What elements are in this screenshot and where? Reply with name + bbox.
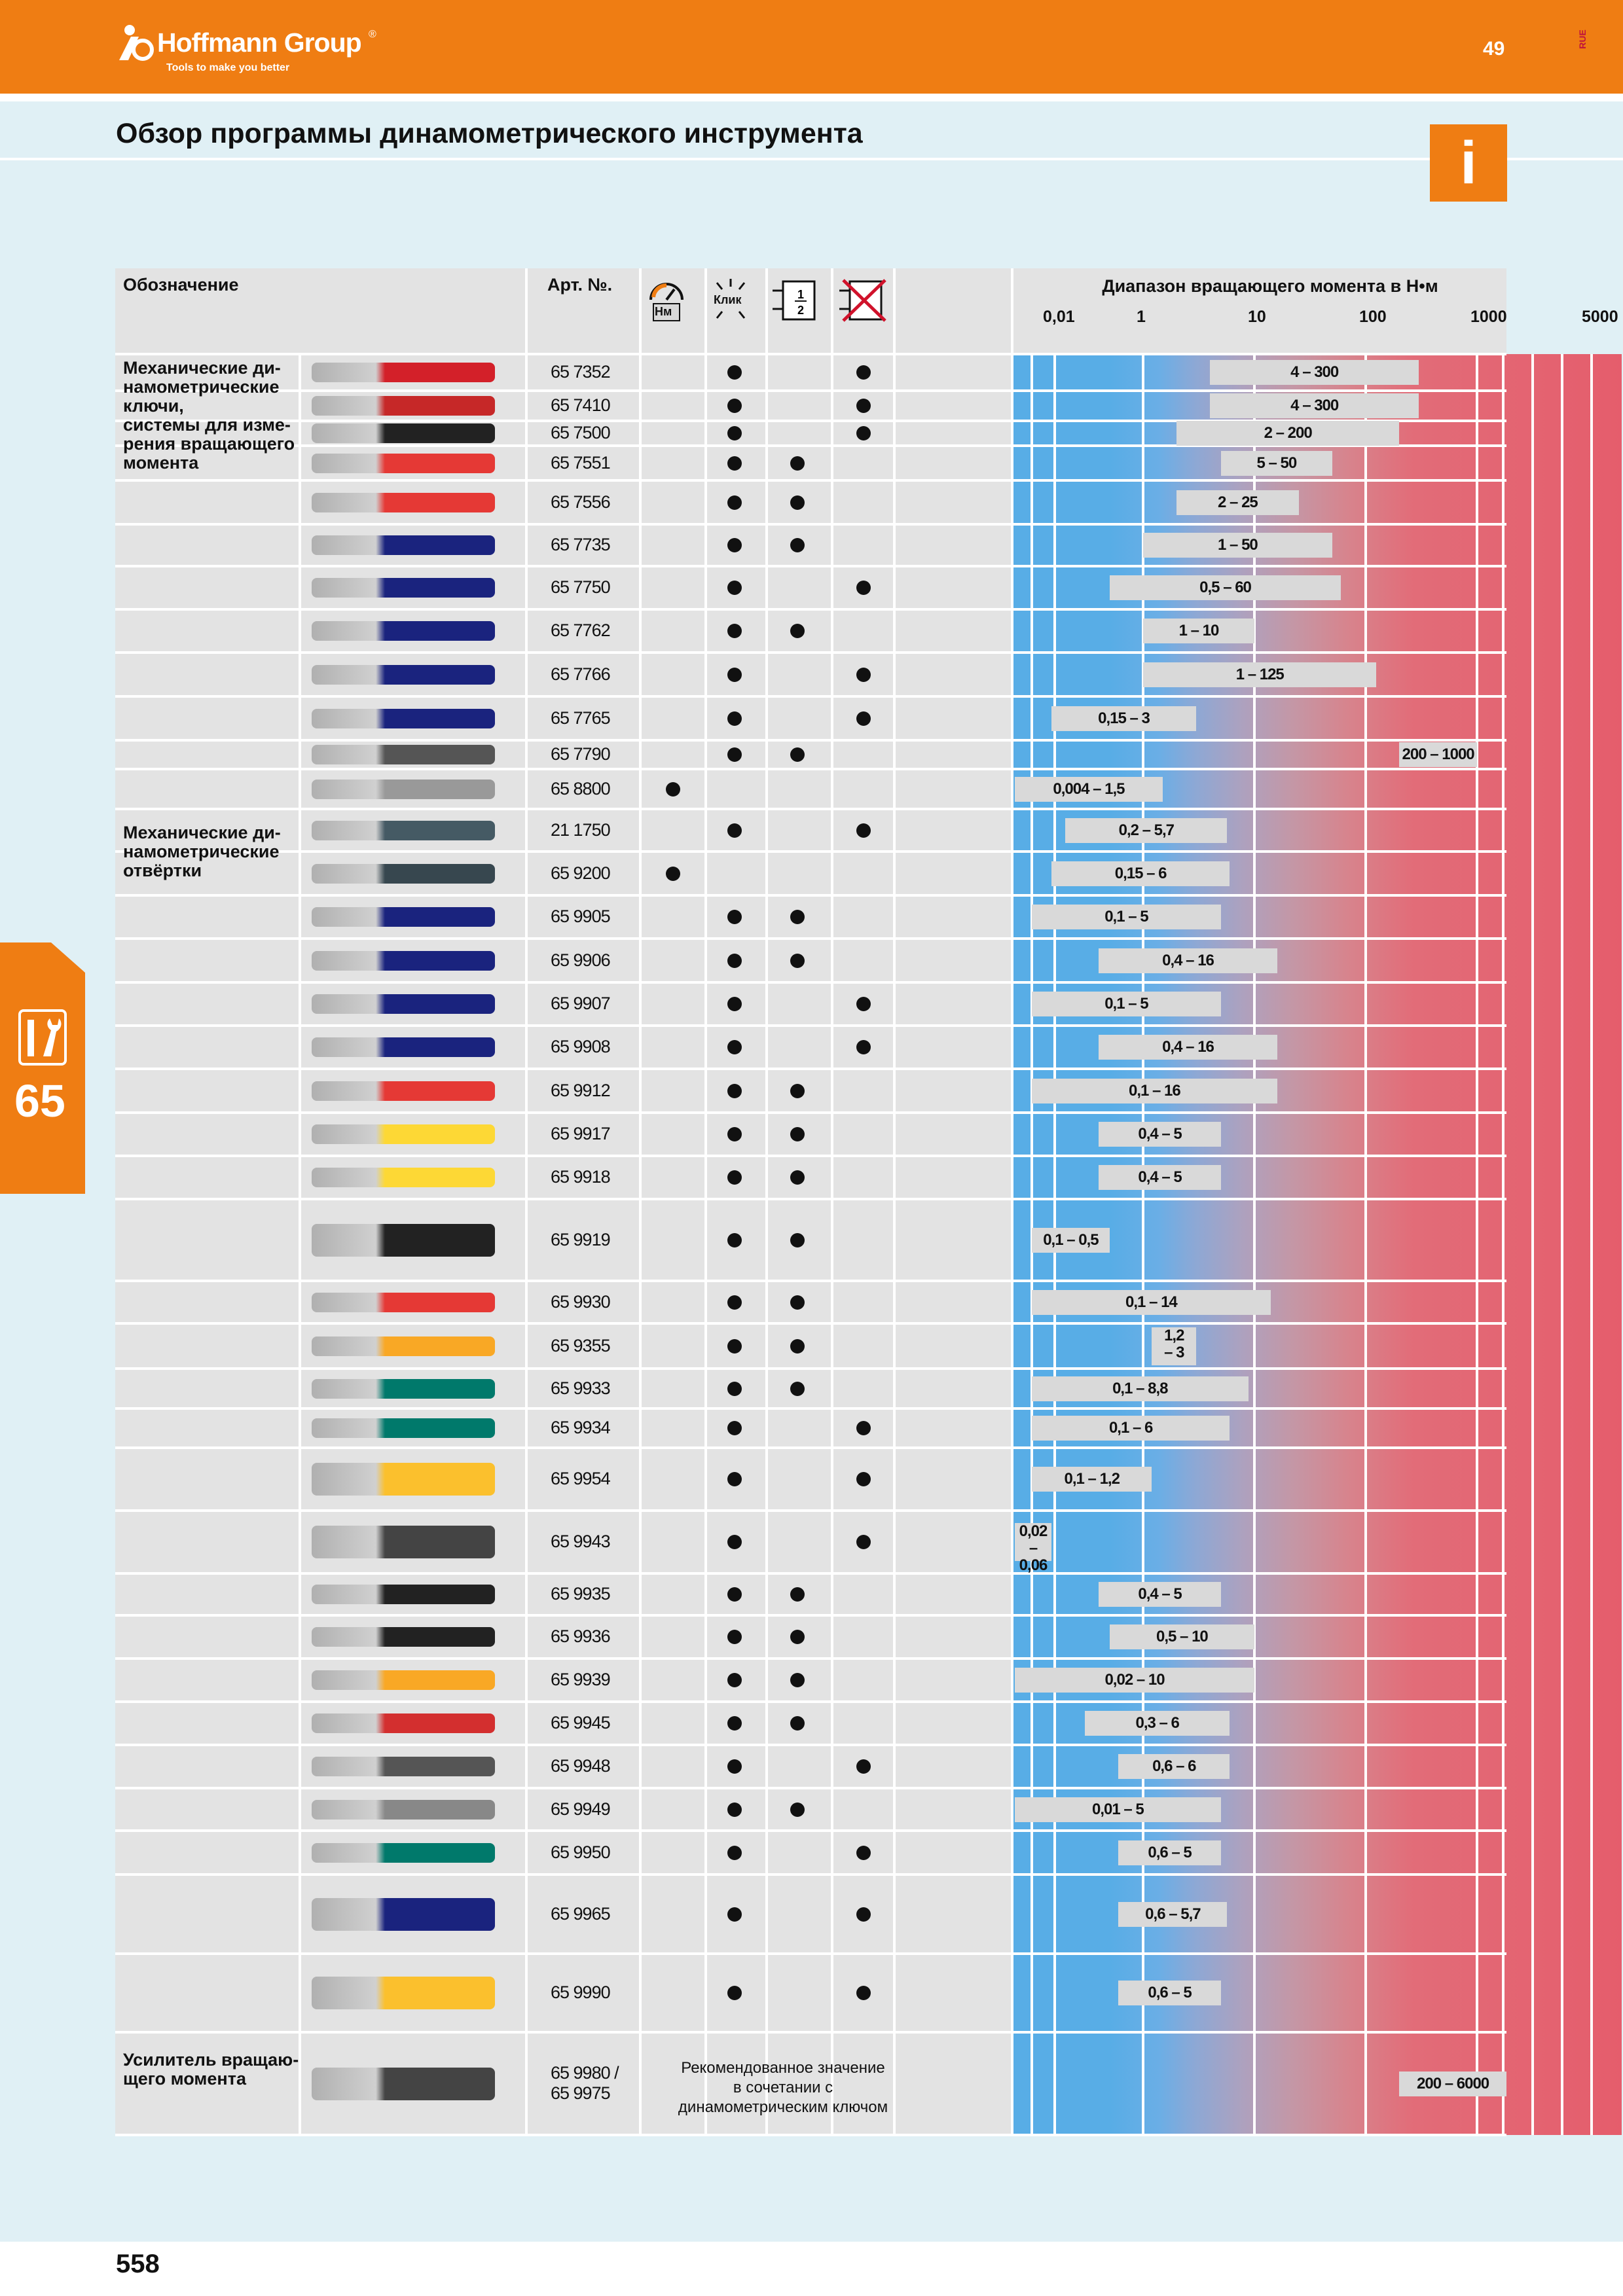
brand-tagline: Tools to make you better: [166, 62, 290, 73]
feature-dot-click: [727, 1535, 742, 1549]
tool-image: [312, 1168, 495, 1187]
feature-dot-frac: [790, 1630, 805, 1644]
torque-range-bar: 0,01 – 5: [1015, 1797, 1221, 1822]
tool-image: [312, 363, 495, 382]
feature-dot-cross: [856, 581, 871, 595]
feature-dot-nm: [666, 867, 680, 881]
torque-range-bar: 4 – 300: [1210, 393, 1419, 418]
tool-image: [312, 454, 495, 473]
article-number: 65 9933: [551, 1378, 610, 1398]
svg-text:2: 2: [797, 304, 805, 317]
feature-dot-click: [727, 1170, 742, 1185]
feature-dot-click: [727, 1803, 742, 1817]
row-divider: [115, 1407, 1506, 1410]
feature-dot-frac: [790, 456, 805, 471]
column-divider: [639, 268, 642, 2135]
wrench-screwdriver-icon: [17, 1008, 68, 1067]
article-number: 65 9990: [551, 1982, 610, 2002]
feature-dot-cross: [856, 711, 871, 726]
tool-image: [312, 1124, 495, 1144]
article-number: 65 9908: [551, 1037, 610, 1056]
feature-dot-frac: [790, 1587, 805, 1602]
torque-range-bar: 0,1 – 0,5: [1032, 1228, 1110, 1253]
tool-image: [312, 1336, 495, 1356]
feature-dot-click: [727, 1233, 742, 1247]
article-number: 65 7556: [551, 492, 610, 512]
torque-range-bar: 0,02 – 0,06: [1015, 1523, 1051, 1561]
row-divider: [115, 1657, 1506, 1660]
row-divider: [115, 608, 1506, 611]
feature-dot-frac: [790, 1716, 805, 1731]
col-header-article: Арт. №.: [547, 275, 613, 295]
feature-dot-click: [727, 1040, 742, 1054]
feature-dot-cross: [856, 1040, 871, 1054]
feature-dot-cross: [856, 823, 871, 838]
torque-range-bar: 0,1 – 16: [1032, 1079, 1277, 1103]
feature-dot-cross: [856, 1846, 871, 1860]
tool-image: [312, 1800, 495, 1820]
feature-dot-frac: [790, 1233, 805, 1247]
range-column-title: Диапазон вращающего момента в Н•м: [1102, 276, 1438, 296]
article-number: 65 9912: [551, 1080, 610, 1100]
feature-dot-frac: [790, 954, 805, 968]
svg-text:1: 1: [797, 288, 805, 301]
column-divider: [1011, 268, 1013, 2135]
article-number: 21 1750: [551, 819, 610, 840]
torque-range-bar: 0,02 – 10: [1015, 1668, 1254, 1693]
tool-image: [312, 709, 495, 728]
tool-image: [312, 1843, 495, 1863]
torque-range-bar: 0,6 – 5: [1118, 1981, 1221, 2005]
article-number: 65 7735: [551, 535, 610, 554]
feature-dot-frac: [790, 495, 805, 510]
torque-range-bar: 0,4 – 16: [1099, 1035, 1277, 1060]
article-number: 65 9906: [551, 950, 610, 970]
row-divider: [115, 565, 1506, 567]
row-divider: [115, 1614, 1506, 1617]
page-number: 558: [116, 2250, 160, 2278]
tool-image: [312, 1037, 495, 1057]
row-divider: [115, 1446, 1506, 1449]
brand-registered-mark: ®: [369, 29, 376, 40]
booster-note: Рекомендованное значение в сочетании с динамометрическим ключом: [678, 2059, 888, 2116]
torque-range-bar: 200 – 6000: [1399, 2072, 1506, 2096]
torque-range-bar: 0,1 – 8,8: [1032, 1376, 1249, 1401]
article-number: 65 9936: [551, 1626, 610, 1646]
torque-range-bar: 1 – 10: [1143, 619, 1254, 643]
row-divider: [115, 1024, 1506, 1027]
torque-range-bar: 0,004 – 1,5: [1015, 777, 1163, 802]
feature-dot-frac: [790, 910, 805, 924]
torque-range-bar: 0,4 – 5: [1099, 1582, 1220, 1607]
feature-dot-click: [727, 1472, 742, 1486]
feature-dot-click: [727, 365, 742, 380]
article-number: 65 8800: [551, 778, 610, 798]
row-divider: [115, 1198, 1506, 1200]
tool-image: [312, 1585, 495, 1604]
row-divider: [115, 850, 1506, 853]
torque-range-bar: 1 – 125: [1143, 662, 1376, 687]
scale-fraction-icon: [770, 278, 822, 323]
torque-range-bar: 0,5 – 60: [1110, 575, 1341, 600]
col-header-designation: Обозначение: [123, 275, 239, 295]
tool-image: [312, 535, 495, 555]
scale-tick-label: 5000: [1582, 308, 1618, 326]
tool-image: [312, 1898, 495, 1931]
article-number: 65 7766: [551, 664, 610, 684]
torque-range-bar: 2 – 25: [1176, 490, 1298, 515]
torque-range-bar: 0,4 – 5: [1099, 1122, 1220, 1147]
feature-dot-frac: [790, 747, 805, 762]
row-divider: [115, 1700, 1506, 1703]
article-number: 65 9954: [551, 1469, 610, 1488]
feature-dot-frac: [790, 1295, 805, 1310]
column-divider: [831, 268, 833, 2135]
torque-range-bar: 0,6 – 5,7: [1118, 1902, 1227, 1927]
row-divider: [115, 1744, 1506, 1746]
feature-dot-click: [727, 1716, 742, 1731]
row-divider: [115, 808, 1506, 810]
feature-dot-cross: [856, 1986, 871, 2000]
tool-image: [312, 578, 495, 598]
torque-range-bar: 0,2 – 5,7: [1065, 818, 1227, 843]
chart-gridline: [1502, 354, 1504, 2135]
feature-dot-click: [727, 624, 742, 638]
feature-dot-cross: [856, 1759, 871, 1774]
row-divider: [115, 1155, 1506, 1157]
torque-range-bar: 5 – 50: [1221, 451, 1332, 476]
torque-range-bar: 2 – 200: [1176, 421, 1399, 446]
feature-dot-frac: [790, 1084, 805, 1098]
chart-gridline: [1561, 354, 1563, 2135]
torque-range-bar: 0,15 – 3: [1051, 706, 1196, 731]
article-number: 65 9943: [551, 1532, 610, 1551]
article-number: 65 9905: [551, 906, 610, 926]
feature-dot-frac: [790, 538, 805, 552]
torque-range-bar: 0,1 – 6: [1032, 1416, 1230, 1441]
tool-image: [312, 1081, 495, 1101]
row-divider: [115, 651, 1506, 654]
article-number: 65 9355: [551, 1335, 610, 1355]
feature-dot-cross: [856, 668, 871, 682]
tool-image: [312, 821, 495, 840]
row-divider: [115, 695, 1506, 698]
row-divider: [115, 1787, 1506, 1789]
catalog-number: 49: [1483, 38, 1505, 60]
tool-image: [312, 621, 495, 641]
feature-dot-click: [727, 1587, 742, 1602]
feature-dot-click: [727, 1127, 742, 1141]
feature-dot-click: [727, 426, 742, 440]
chart-gridline: [1531, 354, 1534, 2135]
article-number: 65 7500: [551, 423, 610, 442]
torque-range-bar: 1 – 50: [1143, 533, 1332, 558]
article-number: 65 9919: [551, 1229, 610, 1249]
article-number: 65 9949: [551, 1799, 610, 1819]
group-label: Механические ди- намометрические отвёртки: [123, 823, 281, 880]
chart-gridline: [1364, 354, 1367, 2135]
row-divider: [115, 1322, 1506, 1325]
feature-dot-click: [727, 1846, 742, 1860]
tool-image: [312, 1526, 495, 1558]
chart-gridline: [1590, 354, 1593, 2135]
row-divider: [115, 981, 1506, 984]
brand-name: Hoffmann Group: [157, 27, 361, 58]
feature-dot-cross: [856, 365, 871, 380]
column-divider: [893, 268, 896, 2135]
article-number: 65 9917: [551, 1124, 610, 1143]
row-divider: [115, 739, 1506, 742]
row-divider: [115, 1572, 1506, 1575]
feature-dot-click: [727, 823, 742, 838]
chapter-tab[interactable]: [0, 942, 85, 1194]
feature-dot-click: [727, 1673, 742, 1687]
scale-tick-label: 10: [1248, 308, 1266, 326]
article-number: 65 7551: [551, 452, 610, 473]
torque-range-bar: 0,4 – 5: [1099, 1165, 1220, 1190]
feature-dot-click: [727, 1986, 742, 2000]
tool-image: [312, 994, 495, 1014]
feature-dot-click: [727, 538, 742, 552]
torque-range-bar: 0,1 – 1,2: [1032, 1467, 1152, 1492]
scale-tick-label: 0,01: [1043, 308, 1075, 326]
feature-dot-click: [727, 399, 742, 413]
feature-dot-frac: [790, 1382, 805, 1396]
tool-image: [312, 907, 495, 927]
row-divider: [115, 1952, 1506, 1955]
feature-dot-click: [727, 1084, 742, 1098]
row-divider: [115, 2031, 1506, 2034]
row-divider: [115, 479, 1506, 482]
torque-range-bar: 0,1 – 5: [1032, 992, 1221, 1016]
tool-image: [312, 1379, 495, 1399]
tool-image: [312, 1713, 495, 1733]
feature-dot-click: [727, 1382, 742, 1396]
tool-image: [312, 780, 495, 799]
tool-image: [312, 1757, 495, 1776]
column-divider: [299, 354, 301, 2135]
tool-image: [312, 745, 495, 764]
tool-image: [312, 1627, 495, 1647]
feature-dot-click: [727, 1339, 742, 1354]
row-divider: [115, 1280, 1506, 1282]
article-number: 65 9918: [551, 1167, 610, 1187]
torque-range-bar: 1,2 – 3: [1152, 1327, 1196, 1365]
feature-dot-frac: [790, 1673, 805, 1687]
tool-image: [312, 1977, 495, 2009]
feature-dot-cross: [856, 1907, 871, 1922]
tool-image: [312, 864, 495, 884]
torque-overview-table: [115, 268, 1618, 2135]
row-divider: [115, 768, 1506, 770]
article-number: 65 9934: [551, 1418, 610, 1437]
feature-dot-click: [727, 456, 742, 471]
feature-dot-cross: [856, 399, 871, 413]
tool-image: [312, 396, 495, 416]
tool-image: [312, 1224, 495, 1257]
torque-range-bar: 0,6 – 6: [1118, 1754, 1230, 1779]
language-code: RUE: [1577, 29, 1588, 49]
torque-range-bar: 0,6 – 5: [1118, 1840, 1221, 1865]
row-divider: [115, 523, 1506, 526]
hoffmann-logo-icon: [115, 24, 155, 62]
feature-dot-click: [727, 581, 742, 595]
tool-image: [312, 423, 495, 443]
torque-range-bar: 200 – 1000: [1399, 742, 1477, 767]
scale-tick-label: 1000: [1470, 308, 1507, 326]
feature-dot-click: [727, 495, 742, 510]
article-number: 65 9200: [551, 863, 610, 883]
tool-image: [312, 1670, 495, 1690]
article-number: 65 7352: [551, 362, 610, 382]
row-divider: [115, 389, 1506, 392]
info-icon: i: [1430, 124, 1507, 202]
feature-dot-click: [727, 668, 742, 682]
article-number: 65 9950: [551, 1842, 610, 1862]
group-label: Усилитель вращаю- щего момента: [123, 2050, 299, 2089]
chapter-number: 65: [14, 1075, 65, 1126]
row-divider: [115, 1111, 1506, 1114]
tool-image: [312, 2068, 495, 2100]
column-divider: [765, 268, 768, 2135]
row-divider: [115, 353, 1506, 355]
feature-dot-frac: [790, 1339, 805, 1354]
gauge-icon-label: Нм: [655, 305, 672, 318]
scale-tick-label: 1: [1137, 308, 1146, 326]
no-scale-icon: [837, 278, 889, 323]
feature-dot-click: [727, 954, 742, 968]
article-number: 65 9930: [551, 1291, 610, 1312]
feature-dot-frac: [790, 1127, 805, 1141]
group-label: Механические ди- намометрические ключи, системы для изме- рения вращающего момента: [123, 358, 295, 473]
article-number: 65 9939: [551, 1670, 610, 1689]
row-divider: [115, 894, 1506, 897]
row-divider: [115, 1829, 1506, 1832]
tool-image: [312, 1418, 495, 1438]
row-divider: [115, 1873, 1506, 1876]
torque-range-bar: 0,1 – 14: [1032, 1290, 1271, 1315]
feature-dot-click: [727, 711, 742, 726]
feature-dot-click: [727, 997, 742, 1011]
article-number: 65 7762: [551, 620, 610, 640]
torque-range-bar: 0,5 – 10: [1110, 1624, 1254, 1649]
feature-dot-click: [727, 1295, 742, 1310]
article-number: 65 7790: [551, 744, 610, 764]
torque-range-bar: 0,3 – 6: [1085, 1711, 1230, 1736]
feature-dot-frac: [790, 624, 805, 638]
column-divider: [704, 268, 707, 2135]
tool-image: [312, 1293, 495, 1312]
tool-image: [312, 1463, 495, 1496]
tool-image: [312, 665, 495, 685]
feature-dot-cross: [856, 1535, 871, 1549]
article-number: 65 9980 / 65 9975: [551, 2062, 619, 2103]
row-divider: [115, 1367, 1506, 1370]
torque-range-bar: 0,1 – 5: [1032, 905, 1221, 929]
click-icon-label: Клик: [714, 293, 742, 306]
feature-dot-click: [727, 1421, 742, 1435]
feature-dot-cross: [856, 1472, 871, 1486]
article-number: 65 9945: [551, 1713, 610, 1732]
article-number: 65 9965: [551, 1903, 610, 1924]
column-divider: [525, 268, 528, 2135]
feature-dot-cross: [856, 426, 871, 440]
torque-range-bar: 4 – 300: [1210, 360, 1419, 385]
feature-dot-click: [727, 747, 742, 762]
feature-dot-frac: [790, 1170, 805, 1185]
feature-dot-nm: [666, 782, 680, 797]
article-number: 65 7750: [551, 577, 610, 597]
feature-dot-cross: [856, 1421, 871, 1435]
article-number: 65 9907: [551, 994, 610, 1013]
row-divider: [115, 1067, 1506, 1070]
torque-range-bar: 0,4 – 16: [1099, 948, 1277, 973]
feature-dot-click: [727, 1907, 742, 1922]
chart-gridline: [1476, 354, 1478, 2135]
scale-tick-label: 100: [1359, 308, 1387, 326]
row-divider: [115, 1509, 1506, 1512]
row-divider: [115, 937, 1506, 940]
feature-dot-click: [727, 910, 742, 924]
page-title: Обзор программы динамометрического инструмента: [116, 118, 863, 149]
article-number: 65 9935: [551, 1584, 610, 1604]
torque-range-bar: 0,15 – 6: [1051, 861, 1230, 886]
row-divider: [115, 2134, 1506, 2136]
feature-dot-click: [727, 1759, 742, 1774]
feature-dot-click: [727, 1630, 742, 1644]
feature-dot-frac: [790, 1803, 805, 1817]
tool-image: [312, 951, 495, 971]
article-number: 65 7410: [551, 395, 610, 415]
tool-image: [312, 493, 495, 512]
article-number: 65 7765: [551, 708, 610, 728]
article-number: 65 9948: [551, 1756, 610, 1776]
feature-dot-cross: [856, 997, 871, 1011]
